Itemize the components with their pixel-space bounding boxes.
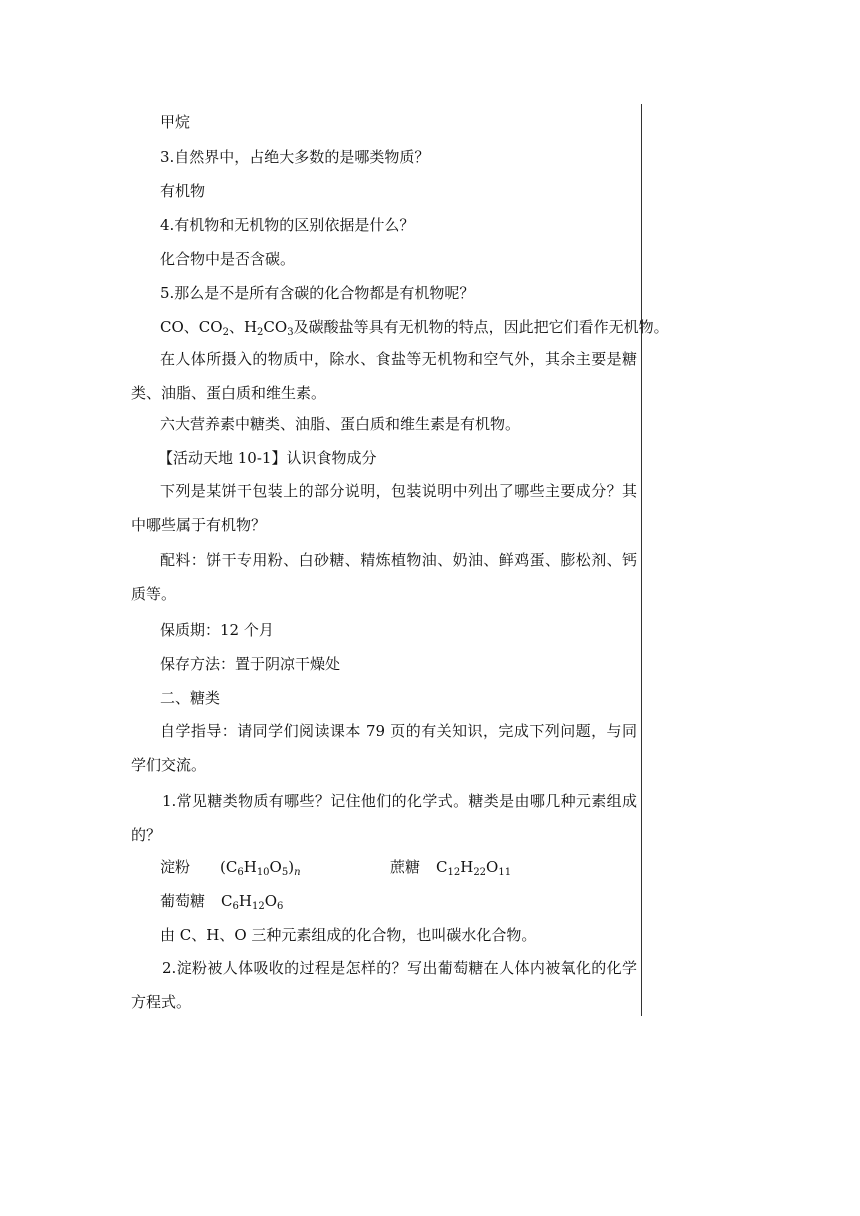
starch-formula: $(C_6H_{10}O_5)_n$ — [220, 858, 301, 878]
sucrose-label: 蔗糖 — [390, 858, 421, 876]
answer-carbon: 化合物中是否含碳。 — [160, 250, 296, 268]
question-sugars-1: 1.常见糖类物质有哪些？记住他们的化学式。糖类是由哪几种元素组成的？ — [131, 792, 637, 844]
answer-methane: 甲烷 — [160, 113, 191, 131]
question-3: 3.自然界中，占绝大多数的是哪类物质？ — [160, 148, 430, 166]
nutrients-paragraph: 在人体所摄入的物质中，除水、食盐等无机物和空气外，其余主要是糖类、油脂、蛋白质和维生素。 — [131, 350, 637, 402]
sucrose-formula: $C_{12}H_{22}O_{11}$ — [436, 858, 512, 878]
question-sugars-2: 2.淀粉被人体吸收的过程是怎样的？写出葡萄糖在人体内被氧化的化学方程式。 — [131, 959, 637, 1011]
activity-heading: 【活动天地 10-1】认识食物成分 — [158, 449, 377, 467]
glucose-label: 葡萄糖 — [160, 892, 206, 910]
section-sugars-heading: 二、糖类 — [160, 689, 221, 707]
shelf-life-line: 保质期：12 个月 — [160, 621, 274, 639]
biscuit-question: 下列是某饼干包装上的部分说明，包装说明中列出了哪些主要成分？其中哪些属于有机物？ — [131, 482, 637, 534]
carbohydrate-definition: 由 C、H、O 三种元素组成的化合物，也叫碳水化合物。 — [160, 926, 537, 944]
self-study-guide: 自学指导：请同学们阅读课本 79 页的有关知识，完成下列问题，与同学们交流。 — [131, 722, 637, 774]
starch-label: 淀粉 — [160, 858, 191, 876]
storage-line: 保存方法：置于阴凉干燥处 — [160, 655, 341, 673]
answer-organic: 有机物 — [160, 182, 206, 200]
ingredients-line: 配料：饼干专用粉、白砂糖、精炼植物油、奶油、鲜鸡蛋、膨松剂、钙质等。 — [131, 551, 637, 603]
question-4: 4.有机物和无机物的区别依据是什么？ — [160, 216, 415, 234]
glucose-formula: $C_6H_{12}O_6$ — [221, 892, 284, 912]
six-nutrients-line: 六大营养素中糖类、油脂、蛋白质和维生素是有机物。 — [160, 415, 521, 433]
question-5: 5.那么是不是所有含碳的化合物都是有机物呢？ — [160, 284, 475, 302]
column-rule — [641, 104, 642, 1016]
inorganic-carbon-paragraph: CO、$CO_2$、$H_2CO_3$及碳酸盐等具有无机物的特点，因此把它们看作无机物。 — [160, 318, 669, 338]
